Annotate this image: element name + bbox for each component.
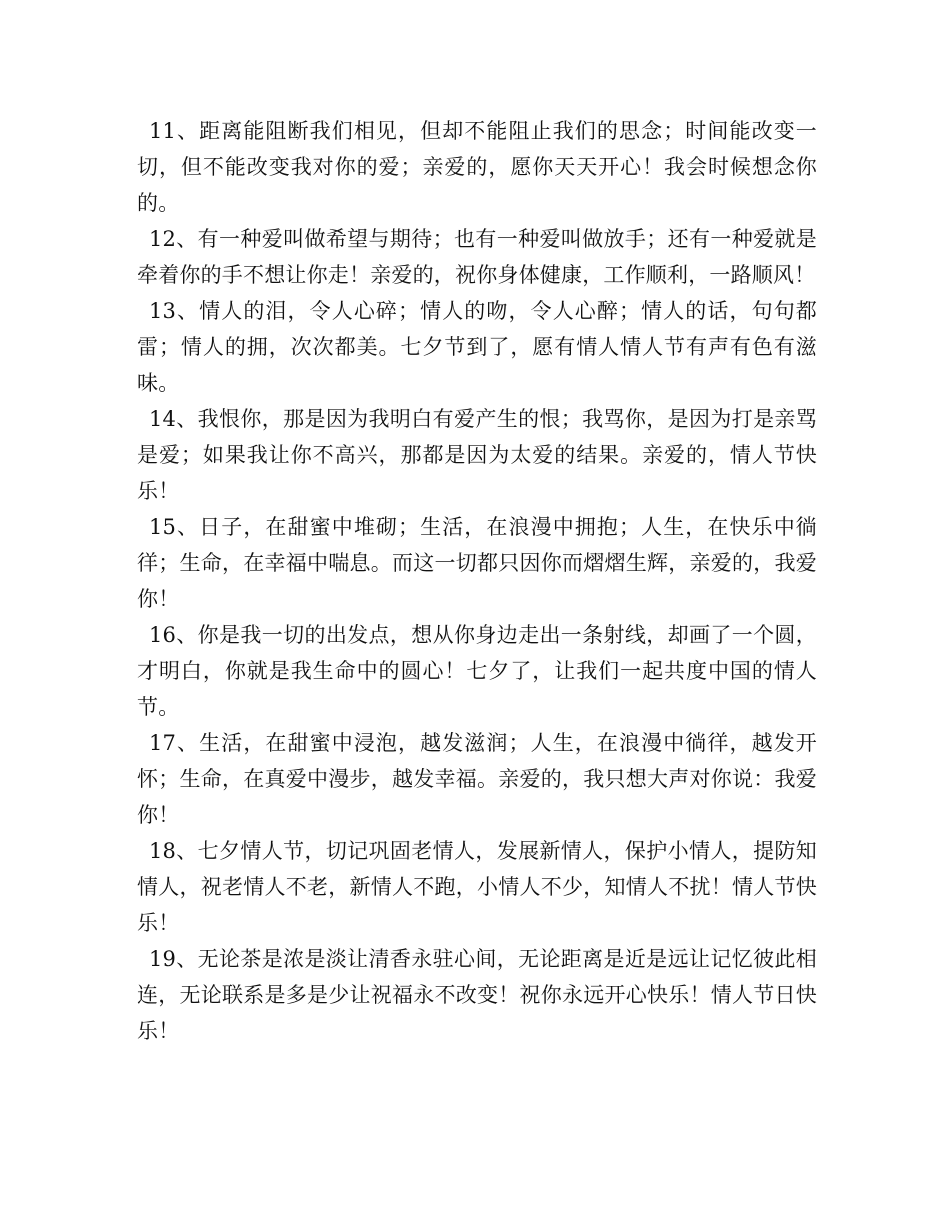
paragraph-12: 12、有一种爱叫做希望与期待；也有一种爱叫做放手；还有一种爱就是牵着你的手不想让你走！亲爱的，祝你身体健康，工作顺利，一路顺风！ [137,227,817,287]
paragraph-11: 11、距离能阻断我们相见，但却不能阻止我们的思念；时间能改变一切，但不能改变我对你的爱；亲爱的，愿你天天开心！我会时候想念你的。 [137,119,817,215]
document-body [137,113,817,1049]
paragraph-13: 13、情人的泪，令人心碎；情人的吻，令人心醉；情人的话，句句都雷；情人的拥，次次都美。七夕节到了，愿有情人情人节有声有色有滋味。 [137,299,817,395]
paragraph-18: 18、七夕情人节，切记巩固老情人，发展新情人，保护小情人，提防知情人，祝老情人不老，新情人不跑，小情人不少，知情人不扰！情人节快乐！ [137,839,817,935]
paragraph-15: 15、日子，在甜蜜中堆砌；生活，在浪漫中拥抱；人生，在快乐中徜徉；生命，在幸福中喘息。而这一切都只因你而熠熠生辉，亲爱的，我爱你！ [137,515,817,611]
paragraph-16: 16、你是我一切的出发点，想从你身边走出一条射线，却画了一个圆，才明白，你就是我生命中的圆心！七夕了，让我们一起共度中国的情人节。 [137,623,817,719]
paragraph-17: 17、生活，在甜蜜中浸泡，越发滋润；人生，在浪漫中徜徉，越发开怀；生命，在真爱中漫步，越发幸福。亲爱的，我只想大声对你说：我爱你！ [137,731,817,827]
paragraph-14: 14、我恨你，那是因为我明白有爱产生的恨；我骂你，是因为打是亲骂是爱；如果我让你不高兴，那都是因为太爱的结果。亲爱的，情人节快乐！ [137,407,817,503]
paragraph-19: 19、无论茶是浓是淡让清香永驻心间，无论距离是近是远让记忆彼此相连，无论联系是多是少让祝福永不改变！祝你永远开心快乐！情人节日快乐！ [137,947,817,1043]
